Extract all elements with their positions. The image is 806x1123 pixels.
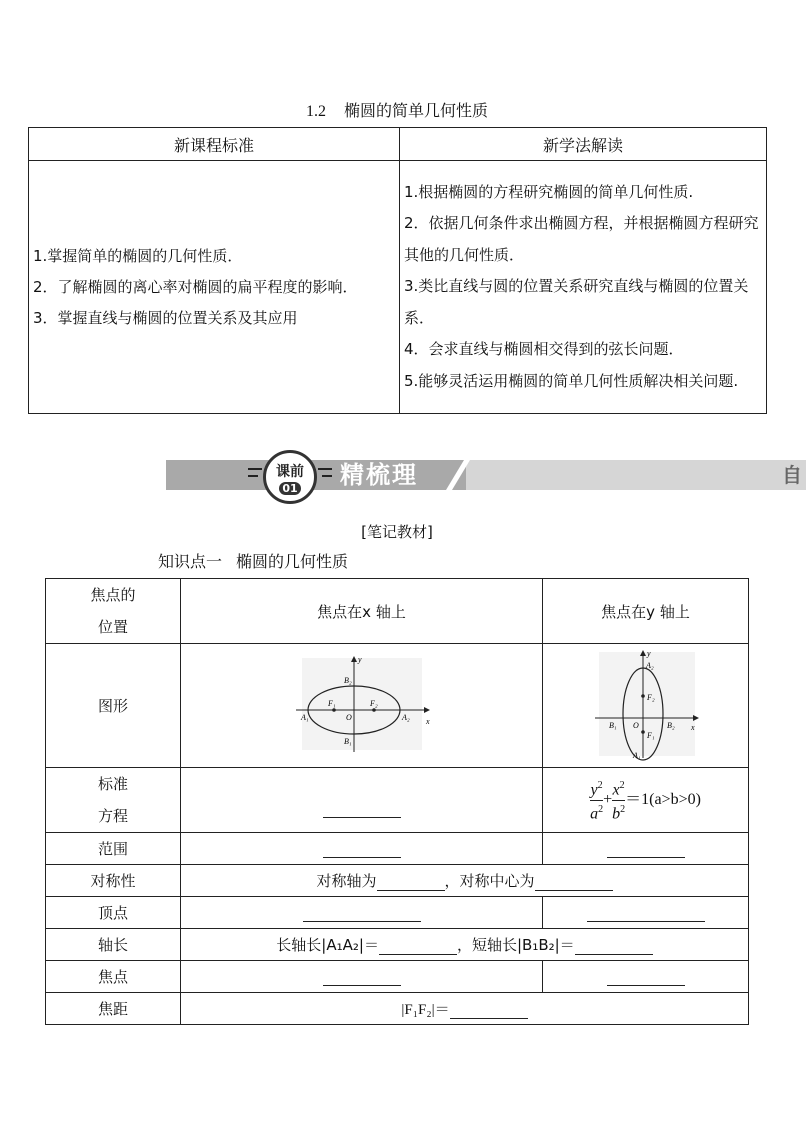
blank-x-focus [181,961,543,993]
axis-length-cell: 长轴长|A₁A₂|＝ ，短轴长|B₁B₂|＝ [181,929,749,961]
svg-text:x: x [690,722,695,732]
blank-y-vertex [543,897,749,929]
row-label-standard-equation: 标准 方程 [46,768,181,833]
banner-title: 精梳理 [340,461,418,489]
y-equation-tail: ＝1(a>b>0) [625,790,701,808]
row-label-vertex: 顶点 [46,897,181,929]
row-label-focal-distance: 焦距 [46,993,181,1025]
list-item: 1.掌握简单的椭圆的几何性质． [33,246,243,265]
ellipse-vertical-diagram [591,648,701,760]
svg-text:B₂: B₂ [343,675,352,685]
list-item: 4．会求直线与椭圆相交得到的弦长问题． [404,340,684,359]
svg-text:O: O [632,720,639,730]
standards-table [28,127,767,414]
blank-y-focus [543,961,749,993]
symmetry-cell: 对称轴为 ，对称中心为 [181,865,749,897]
svg-text:F₁: F₁ [327,698,336,708]
banner-edge-text: 自 [782,463,802,487]
header-interpretation: 新学法解读 [400,128,767,161]
ellipse-horizontal-diagram [292,654,432,754]
row-label-focus: 焦点 [46,961,181,993]
section-badge: 课前 01 [263,450,317,504]
svg-text:F₁: F₁ [646,730,655,740]
blank-y-range [543,833,749,865]
svg-text:F₂: F₂ [646,692,655,702]
section-subtitle: [笔记教材] [361,523,433,541]
svg-text:x: x [425,716,430,726]
svg-text:B₁: B₁ [343,736,352,746]
list-item: 2．了解椭圆的离心率对椭圆的扁平程度的影响． [33,277,358,296]
ellipse-x-figure [181,644,543,768]
list-item: 2．依据几何条件求出椭圆方程，并根据椭圆方程研究其他的几何性质． [404,214,759,264]
row-label-range: 范围 [46,833,181,865]
svg-text:A₁: A₁ [632,750,641,760]
list-item: 3．掌握直线与椭圆的位置关系及其应用 [33,308,298,327]
section-banner [166,450,802,500]
list-item: 3.类比直线与圆的位置关系研究直线与椭圆的位置关系． [404,277,749,327]
focal-distance-cell: |F₁F₂|＝ [181,993,749,1025]
svg-text:B₁: B₁ [608,720,617,730]
row-label-graph: 图形 [46,644,181,768]
svg-text:B₂: B₂ [666,720,675,730]
blank-x-equation [181,768,543,833]
blank-x-vertex [181,897,543,929]
svg-text:y: y [357,654,362,664]
row-label-axis-length: 轴长 [46,929,181,961]
svg-text:F₂: F₂ [369,698,378,708]
header-focus-on-y: 焦点在y 轴上 [543,579,749,644]
svg-text:O: O [345,712,352,722]
ellipse-y-figure [543,644,749,768]
blank-x-range [181,833,543,865]
y-equation: $\frac{y^2}{a^2}$ + $\frac{x^2}{b^2}$ ＝1(a>b>0) [543,768,749,833]
svg-text:A₁: A₁ [300,712,309,722]
svg-text:A₂: A₂ [645,660,654,670]
list-item: 1.根据椭圆的方程研究椭圆的简单几何性质. [404,182,694,201]
header-focus-on-x: 焦点在x 轴上 [181,579,543,644]
page-title: 1.2 椭圆的简单几何性质 [305,101,488,120]
row-label-symmetry: 对称性 [46,865,181,897]
knowledge-heading: 知识点一 椭圆的几何性质 [158,552,349,571]
svg-text:A₂: A₂ [401,712,410,722]
standards-list [29,161,400,414]
interpretation-list [400,161,767,414]
header-standards: 新课程标准 [29,128,400,161]
ellipse-properties-table [45,578,749,1025]
row-label-focus-position: 焦点的 位置 [46,579,181,644]
list-item: 5.能够灵活运用椭圆的简单几何性质解决相关问题. [404,371,739,390]
svg-text:y: y [646,648,651,658]
